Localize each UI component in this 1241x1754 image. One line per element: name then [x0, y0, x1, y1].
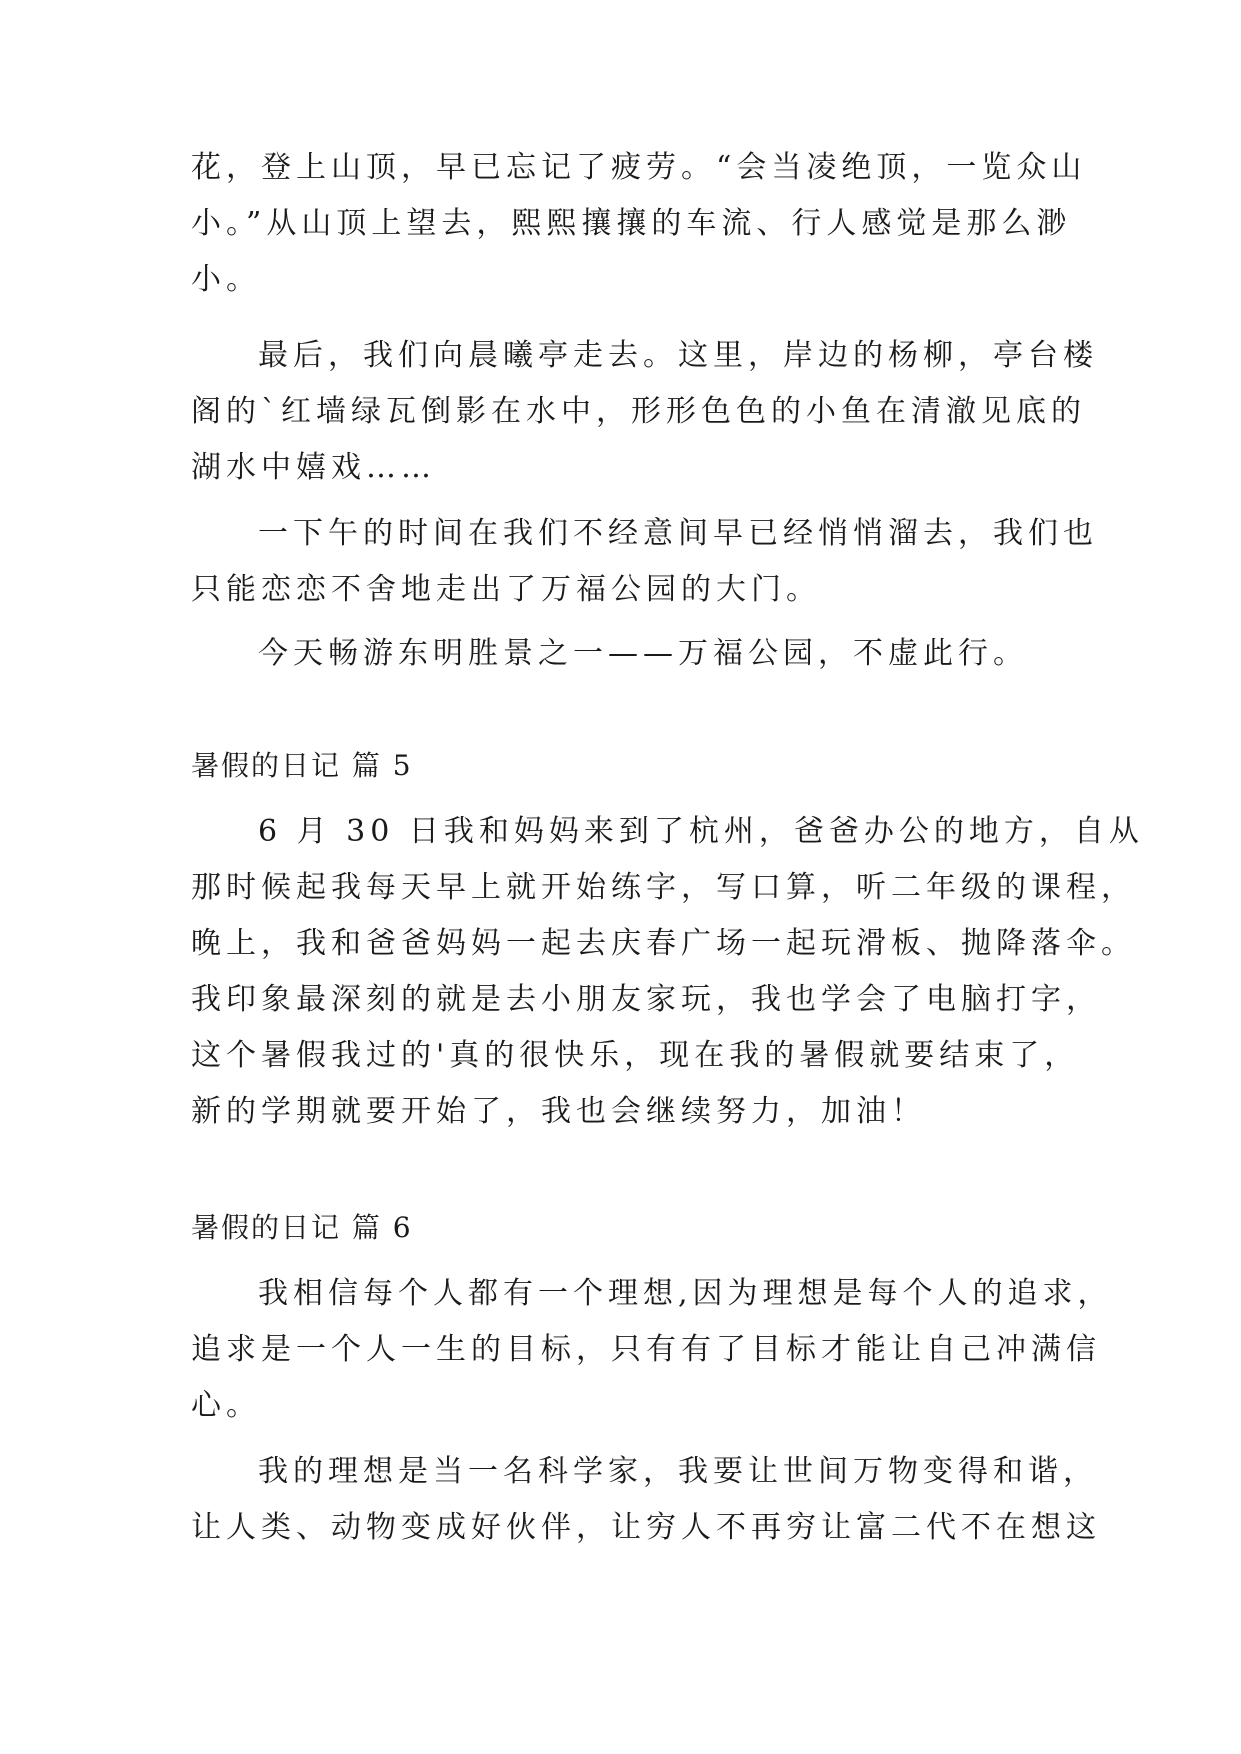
paragraph-line: 6 月 30 日我和妈妈来到了杭州，爸爸办公的地方，自从 [258, 814, 1144, 849]
paragraph-line: 小。 [191, 262, 261, 297]
paragraph-line: 新的学期就要开始了，我也会继续努力，加油！ [191, 1094, 926, 1129]
paragraph-line: 这个暑假我过的'真的很快乐，现在我的暑假就要结束了， [191, 1038, 1080, 1073]
paragraph-line: 小。”从山顶上望去，熙熙攘攘的车流、行人感觉是那么渺 [191, 206, 1072, 241]
paragraph-line: 今天畅游东明胜景之一——万福公园，不虚此行。 [258, 636, 1028, 671]
paragraph-line: 我的理想是当一名科学家，我要让世间万物变得和谐， [258, 1454, 1098, 1489]
paragraph-line: 晚上，我和爸爸妈妈一起去庆春广场一起玩滑板、抛降落伞。 [191, 926, 1136, 961]
paragraph-line: 湖水中嬉戏…… [191, 450, 436, 485]
paragraph-line: 我相信每个人都有一个理想,因为理想是每个人的追求， [258, 1276, 1113, 1311]
paragraph-line: 阁的`红墙绿瓦倒影在水中，形形色色的小鱼在清澈见底的 [191, 394, 1086, 429]
section-heading: 暑假的日记 篇 5 [191, 749, 413, 782]
paragraph-line: 一下午的时间在我们不经意间早已经悄悄溜去，我们也 [258, 516, 1098, 551]
paragraph-line: 只能恋恋不舍地走出了万福公园的大门。 [191, 572, 821, 607]
paragraph-line: 最后，我们向晨曦亭走去。这里，岸边的杨柳，亭台楼 [258, 338, 1098, 373]
paragraph-line: 让人类、动物变成好伙伴，让穷人不再穷让富二代不在想这 [191, 1510, 1101, 1545]
paragraph-line: 心。 [191, 1388, 261, 1423]
paragraph-line: 追求是一个人一生的目标，只有有了目标才能让自己冲满信 [191, 1332, 1101, 1367]
paragraph-line: 花，登上山顶，早已忘记了疲劳。“会当凌绝顶，一览众山 [191, 150, 1087, 185]
section-heading: 暑假的日记 篇 6 [191, 1211, 413, 1244]
paragraph-line: 那时候起我每天早上就开始练字，写口算，听二年级的课程， [191, 870, 1136, 905]
paragraph-line: 我印象最深刻的就是去小朋友家玩，我也学会了电脑打字， [191, 982, 1101, 1017]
